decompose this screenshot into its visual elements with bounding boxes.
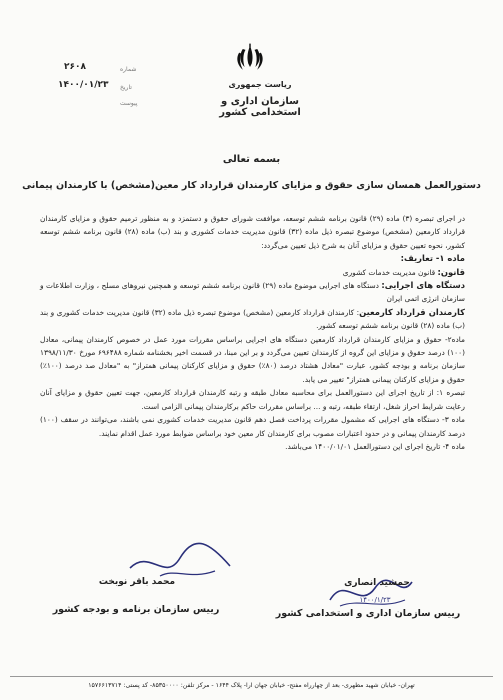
footer-divider <box>10 676 493 677</box>
attachment-label: پیوست <box>120 100 138 107</box>
article2-paragraph: ماده۲- حقوق و مزایای کارمندان قرارداد کارمعین دستگاه های اجرایی براساس مقررات مورد عمل در خصوص کارمندان پیمانی، معادل (۱۰۰) درصد حقوق و مزایای این گروه از کارمندان تعیین می‌گردد و بر این مبنا، در قسمت اخیر بخشنامه شماره ۶۹۶۴۸۸ مورخ ۱۳۹۸/۱۱/۳۰ سازمان برنامه و بودجه کشور، عبارت "معادل هشتاد درصد (۸۰٪) حقوق و مزایای کارکنان پیمانی همتراز" به "معادل صد درصد (۱۰۰٪) حقوق و مزایای کارکنان پیمانی همتراز" تغییر می یابد. <box>40 334 465 384</box>
article1-heading: ماده ۱- تعاریف: <box>400 253 465 264</box>
right-signatory-role: رییس سازمان اداری و استخدامی کشور <box>275 608 461 619</box>
basmala: بسمه تعالی <box>222 154 281 165</box>
article4-paragraph: ماده ۴- تاریخ اجرای این دستورالعمل ۱۴۰۰/۰۱/۰۱ می‌باشد. <box>285 441 465 451</box>
letter-date: ۱۴۰۰/۰۱/۲۳ <box>58 80 109 90</box>
org-parent-name: ریاست جمهوری <box>228 80 292 89</box>
definition-agencies <box>40 279 465 306</box>
agencies-definition: دستگاه های اجرایی موضوع ماده (۲۹) قانون برنامه ششم توسعه و همچنین نیروهای مسلح ، وزارت اطلاعات و سازمان انرژی اتمی ایران <box>40 281 465 304</box>
left-signatory-name: محمد باقر نوبخت <box>98 577 176 587</box>
employees-definition: : کارمندان قرارداد کارمعین (مشخص) موضوع تبصره ذیل ماده (۳۲) قانون مدیریت خدمات کشوری و بند (ب) ماده (۲۸) قانون برنامه ششم توسعه کشور. <box>40 307 465 331</box>
intro-paragraph: در اجرای تبصره (۳) ماده (۲۹) قانون برنامه ششم توسعه، موافقت شورای حقوق و دستمزد و به منظور ترمیم حقوق و مزایای کارمندان قرارداد کارمعین (مشخص) موضوع تبصره ذیل ماده (۳۲) قانون مدیریت خدمات کشوری و بند (ب) ماده (۲۸) قانون برنامه ششم توسعه کشور، نحوه تعیین حقوق و مزایای آنان به شرح ذیل تعیین می‌گردد: <box>40 214 465 250</box>
definition-employees <box>40 306 465 333</box>
law-definition: قانون مدیریت خدمات کشوری <box>342 267 438 277</box>
iran-emblem-icon <box>232 40 268 76</box>
right-signature-date: ۱۴۰۰/۱/۲۳ <box>359 596 391 604</box>
letter-number: ۲۶۰۸ <box>64 62 86 72</box>
footer-address: تهران- خیابان شهید مطهری- بعد از چهارراه مفتح- خیابان جهان آرا- پلاک ۱۶۴۴ - مرکز تلفن: ۸۵۳۵۰۰۰۰- کد پستی: ۱۵۷۶۶۱۳۷۱۴ <box>88 682 415 689</box>
right-signatory-name: جمشید انصاری <box>344 578 410 588</box>
document-body <box>40 212 465 453</box>
left-signatory-role: رییس سازمان برنامه و بودجه کشور <box>52 604 220 615</box>
number-label: شماره <box>120 66 137 73</box>
employees-term: کارمندان قرارداد کارمعین <box>359 306 465 317</box>
article3-paragraph: ماده ۳- دستگاه های اجرایی که مشمول مقررات پرداخت فصل دهم قانون مدیریت خدمات کشوری نمی باشند، می‌توانند در سقف (۱۰۰) درصد کارمندان پیمانی و در حدود اعتبارات مصوب برای کارمندان کار معین خود براساس ضوابط مورد عمل اقدام نمایند. <box>40 415 465 438</box>
law-term: قانون: <box>437 266 465 277</box>
date-label: تاریخ <box>120 84 132 91</box>
document-title: دستورالعمل همسان سازی حقوق و مزایای کارمندان قرارداد کار معین(مشخص) با کارمندان پیمانی <box>22 180 481 191</box>
org-name: سازمان اداری و استخدامی کشور <box>219 96 301 118</box>
agencies-term: دستگاه های اجرایی: <box>381 280 466 291</box>
note1-paragraph: تبصره ۱: از تاریخ اجرای این دستورالعمل برای محاسبه معادل طبقه و رتبه کارمندان قرارداد کارمعین، جهت تعیین حقوق و مزایای آنان رعایت شرایط احراز شغل، ارتقاء طبقه، رتبه و ... براساس مقررات حاکم برکارمندان پیمانی الزامی است. <box>40 388 465 411</box>
definition-law <box>40 266 465 279</box>
